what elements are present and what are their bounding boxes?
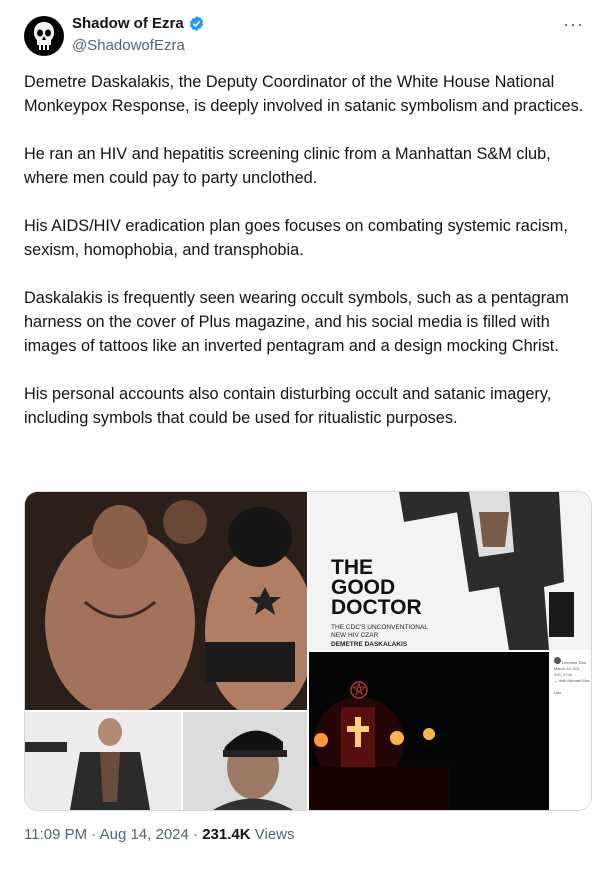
media-photo-cap[interactable] [183,712,307,810]
avatar[interactable] [24,16,64,56]
author-handle[interactable]: @ShadowofEzra [72,37,185,54]
magazine-title [331,558,422,618]
cap-photo-illustration [183,712,307,810]
facebook-post-preview [554,657,590,696]
skull-icon [33,21,55,51]
more-options-icon[interactable]: ··· [563,14,584,34]
tweet-paragraph: Demetre Daskalakis, the Deputy Coordinator of the White House National Monkeypox Response, is deeply involved in satanic symbolism and practices. [24,73,584,115]
magazine-subtitle: THE CDC'S UNCONVENTIONAL NEW HIV CZAR [331,624,428,639]
author-name-text[interactable]: Shadow of Ezra [72,15,184,32]
facebook-like: Like [554,690,562,695]
media-photo-candles[interactable] [309,652,549,810]
views-label: Views [254,826,295,843]
facebook-name: Demetre Das [562,660,586,665]
tweet-date[interactable]: Aug 14, 2024 [99,826,189,843]
media-grid[interactable] [24,491,592,811]
magazine-title-line: DOCTOR [331,596,422,619]
facebook-avatar [554,657,561,664]
media-facebook-snippet[interactable] [551,652,591,810]
verified-badge-icon [188,15,205,32]
tweet-paragraph: His personal accounts also contain disturbing occult and satanic imagery, including symbols that could be used for ritualistic purposes. [24,385,552,427]
tweet-text [24,70,584,454]
tweet-header [24,12,584,60]
magazine-title-line: THE [331,556,373,579]
facebook-with: — with Michael Mac [554,678,590,683]
tweet-paragraph: Daskalakis is frequently seen wearing occult symbols, such as a pentagram harness on the cover of Plus magazine, and his social media is filled with images of tattoos like an inverted pentagram and a design mocking Christ. [24,289,569,355]
tweet-footer [24,826,295,843]
tweet-paragraph: His AIDS/HIV eradication plan goes focuses on combating systemic racism, sexism, homophobia, and transphobia. [24,217,568,259]
candles-photo-illustration [309,652,549,810]
author-name[interactable] [72,15,205,32]
tweet-time[interactable]: 11:09 PM [24,826,88,843]
media-photo-suit[interactable] [25,712,181,810]
media-magazine-cover[interactable] [309,492,591,650]
footer-separator: · [91,826,97,843]
tweet-paragraph: He ran an HIV and hepatitis screening clinic from a Manhattan S&M club, where men could pay to party unclothed. [24,145,551,187]
views-count[interactable]: 231.4K [202,826,251,843]
facebook-date: March 24, 201 [554,666,580,671]
party-photo-illustration [25,492,307,710]
suit-photo-illustration [25,712,181,810]
media-photo-party[interactable] [25,492,307,710]
magazine-name: DEMETRE DASKALAKIS [331,641,408,648]
facebook-tag: SIG_2744 [554,672,573,677]
magazine-title-line: GOOD [331,576,396,599]
footer-separator: · [193,826,199,843]
